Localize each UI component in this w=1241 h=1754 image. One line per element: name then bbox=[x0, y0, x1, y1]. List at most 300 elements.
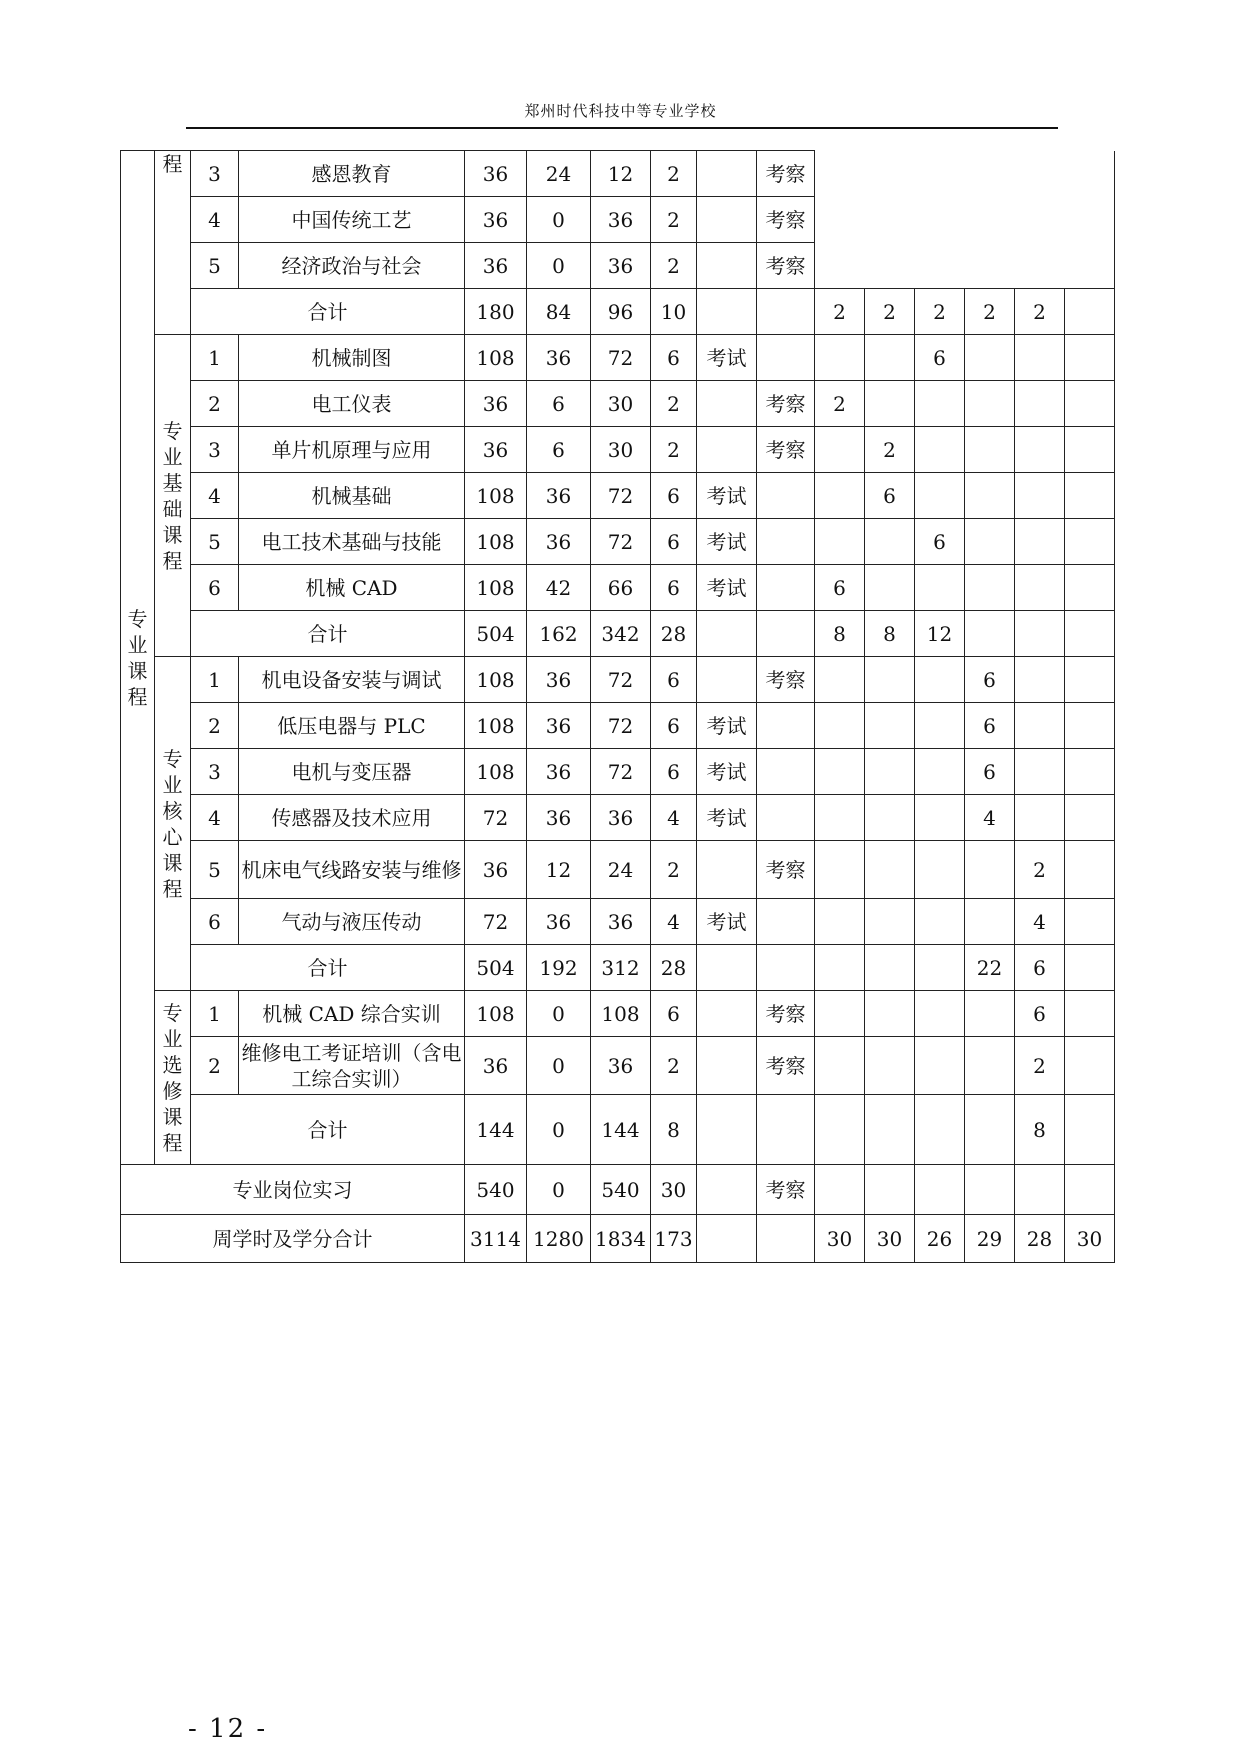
theory-hours: 12 bbox=[527, 841, 591, 899]
exam-type: 考试 bbox=[697, 335, 757, 381]
subtotal-credits: 28 bbox=[651, 945, 697, 991]
check-type bbox=[757, 703, 815, 749]
total-hours: 72 bbox=[465, 899, 527, 945]
group-name-cell bbox=[155, 151, 191, 335]
term-1-hours bbox=[815, 795, 865, 841]
term-1-hours bbox=[815, 749, 865, 795]
subtotal-theory-hours: 84 bbox=[527, 289, 591, 335]
theory-hours: 36 bbox=[527, 795, 591, 841]
term-6-hours bbox=[1065, 427, 1115, 473]
term-3-hours bbox=[915, 703, 965, 749]
subtotal-check-type bbox=[757, 289, 815, 335]
exam-type: 考试 bbox=[697, 519, 757, 565]
theory-hours: 36 bbox=[527, 749, 591, 795]
total-hours: 36 bbox=[465, 1037, 527, 1095]
term-6-hours bbox=[1065, 703, 1115, 749]
internship-row-theory-hours: 0 bbox=[527, 1165, 591, 1215]
credits: 6 bbox=[651, 565, 697, 611]
total-hours: 36 bbox=[465, 151, 527, 197]
subtotal-term-4: 22 bbox=[965, 945, 1015, 991]
total-hours: 108 bbox=[465, 519, 527, 565]
course-name: 经济政治与社会 bbox=[239, 243, 465, 289]
subtotal-total-hours: 180 bbox=[465, 289, 527, 335]
course-number: 3 bbox=[191, 427, 239, 473]
subtotal-term-5: 8 bbox=[1015, 1095, 1065, 1165]
total-hours: 36 bbox=[465, 243, 527, 289]
theory-hours: 36 bbox=[527, 899, 591, 945]
total-hours: 36 bbox=[465, 427, 527, 473]
table-row bbox=[121, 519, 1115, 565]
group-name-cell-text: 程 bbox=[162, 152, 183, 176]
course-name: 电机与变压器 bbox=[239, 749, 465, 795]
term-1-hours bbox=[815, 1037, 865, 1095]
subtotal-practice-hours: 312 bbox=[591, 945, 651, 991]
term-3-hours bbox=[915, 991, 965, 1037]
term-4-hours: 4 bbox=[965, 795, 1015, 841]
subtotal-theory-hours: 0 bbox=[527, 1095, 591, 1165]
term-6-hours bbox=[1065, 841, 1115, 899]
practice-hours: 72 bbox=[591, 703, 651, 749]
course-name: 电工仪表 bbox=[239, 381, 465, 427]
course-name: 传感器及技术应用 bbox=[239, 795, 465, 841]
course-number: 5 bbox=[191, 841, 239, 899]
subtotal-theory-hours: 162 bbox=[527, 611, 591, 657]
credits: 2 bbox=[651, 1037, 697, 1095]
internship-row bbox=[121, 1165, 1115, 1215]
term-4-hours bbox=[965, 991, 1015, 1037]
practice-hours: 66 bbox=[591, 565, 651, 611]
credits: 2 bbox=[651, 197, 697, 243]
exam-type: 考试 bbox=[697, 795, 757, 841]
subtotal-label: 合计 bbox=[191, 945, 465, 991]
course-number: 5 bbox=[191, 243, 239, 289]
course-number: 3 bbox=[191, 749, 239, 795]
check-type: 考察 bbox=[757, 991, 815, 1037]
table-row bbox=[121, 473, 1115, 519]
credits: 2 bbox=[651, 427, 697, 473]
term-1-hours bbox=[815, 519, 865, 565]
grand-total-row-term-4: 29 bbox=[965, 1215, 1015, 1263]
term-6-hours bbox=[1065, 899, 1115, 945]
table-row bbox=[121, 1037, 1115, 1095]
subtotal-label: 合计 bbox=[191, 289, 465, 335]
term-3-hours bbox=[915, 1037, 965, 1095]
school-header-title: 郑州时代科技中等专业学校 bbox=[524, 102, 717, 120]
term-2-hours bbox=[865, 749, 915, 795]
subtotal-row bbox=[121, 945, 1115, 991]
term-5-hours bbox=[1015, 565, 1065, 611]
header-divider bbox=[186, 127, 1058, 129]
credits: 6 bbox=[651, 703, 697, 749]
term-blank-area bbox=[815, 151, 1115, 289]
grand-total-row-theory-hours: 1280 bbox=[527, 1215, 591, 1263]
course-name: 单片机原理与应用 bbox=[239, 427, 465, 473]
practice-hours: 72 bbox=[591, 519, 651, 565]
subtotal-total-hours: 144 bbox=[465, 1095, 527, 1165]
course-name: 气动与液压传动 bbox=[239, 899, 465, 945]
internship-row-term-5 bbox=[1015, 1165, 1065, 1215]
term-1-hours bbox=[815, 657, 865, 703]
page-number: - 12 - bbox=[188, 1714, 268, 1744]
grand-total-row-check-type bbox=[757, 1215, 815, 1263]
credits: 6 bbox=[651, 657, 697, 703]
exam-type bbox=[697, 381, 757, 427]
subtotal-term-1: 8 bbox=[815, 611, 865, 657]
term-3-hours: 6 bbox=[915, 335, 965, 381]
subtotal-term-6 bbox=[1065, 289, 1115, 335]
theory-hours: 36 bbox=[527, 703, 591, 749]
check-type: 考察 bbox=[757, 841, 815, 899]
grand-total-row-term-1: 30 bbox=[815, 1215, 865, 1263]
term-4-hours: 6 bbox=[965, 749, 1015, 795]
term-3-hours bbox=[915, 565, 965, 611]
term-4-hours bbox=[965, 473, 1015, 519]
table-row bbox=[121, 335, 1115, 381]
subtotal-term-3: 12 bbox=[915, 611, 965, 657]
grand-total-row-term-6: 30 bbox=[1065, 1215, 1115, 1263]
course-name: 感恩教育 bbox=[239, 151, 465, 197]
term-4-hours bbox=[965, 335, 1015, 381]
term-5-hours: 6 bbox=[1015, 991, 1065, 1037]
term-1-hours: 2 bbox=[815, 381, 865, 427]
course-number: 1 bbox=[191, 991, 239, 1037]
subtotal-term-5: 6 bbox=[1015, 945, 1065, 991]
internship-row-check-type: 考察 bbox=[757, 1165, 815, 1215]
course-name: 维修电工考证培训（含电工综合实训） bbox=[239, 1037, 465, 1095]
check-type: 考察 bbox=[757, 243, 815, 289]
term-3-hours bbox=[915, 427, 965, 473]
term-5-hours bbox=[1015, 381, 1065, 427]
credits: 4 bbox=[651, 899, 697, 945]
total-hours: 72 bbox=[465, 795, 527, 841]
theory-hours: 6 bbox=[527, 381, 591, 427]
credits: 2 bbox=[651, 381, 697, 427]
term-6-hours bbox=[1065, 1037, 1115, 1095]
term-4-hours: 6 bbox=[965, 657, 1015, 703]
subtotal-check-type bbox=[757, 945, 815, 991]
term-3-hours bbox=[915, 381, 965, 427]
course-name: 机床电气线路安装与维修 bbox=[239, 841, 465, 899]
internship-row-term-6 bbox=[1065, 1165, 1115, 1215]
course-number: 2 bbox=[191, 1037, 239, 1095]
course-number: 4 bbox=[191, 473, 239, 519]
table-row bbox=[121, 899, 1115, 945]
term-2-hours bbox=[865, 899, 915, 945]
term-6-hours bbox=[1065, 565, 1115, 611]
subtotal-term-3: 2 bbox=[915, 289, 965, 335]
theory-hours: 36 bbox=[527, 473, 591, 519]
term-1-hours bbox=[815, 335, 865, 381]
term-3-hours: 6 bbox=[915, 519, 965, 565]
credits: 6 bbox=[651, 749, 697, 795]
credits: 4 bbox=[651, 795, 697, 841]
term-2-hours bbox=[865, 703, 915, 749]
course-name: 中国传统工艺 bbox=[239, 197, 465, 243]
practice-hours: 12 bbox=[591, 151, 651, 197]
table-row bbox=[121, 841, 1115, 899]
internship-row-term-2 bbox=[865, 1165, 915, 1215]
exam-type: 考试 bbox=[697, 899, 757, 945]
exam-type bbox=[697, 197, 757, 243]
term-6-hours bbox=[1065, 335, 1115, 381]
total-hours: 108 bbox=[465, 335, 527, 381]
total-hours: 108 bbox=[465, 991, 527, 1037]
term-2-hours bbox=[865, 565, 915, 611]
theory-hours: 36 bbox=[527, 519, 591, 565]
exam-type bbox=[697, 427, 757, 473]
grand-total-row-term-3: 26 bbox=[915, 1215, 965, 1263]
term-5-hours bbox=[1015, 335, 1065, 381]
term-5-hours bbox=[1015, 795, 1065, 841]
term-2-hours bbox=[865, 795, 915, 841]
course-number: 1 bbox=[191, 657, 239, 703]
group-name-cell-text: 专业基础课程 bbox=[162, 418, 183, 573]
practice-hours: 36 bbox=[591, 795, 651, 841]
term-1-hours bbox=[815, 841, 865, 899]
subtotal-term-1 bbox=[815, 945, 865, 991]
term-2-hours bbox=[865, 335, 915, 381]
internship-row-exam-type bbox=[697, 1165, 757, 1215]
exam-type bbox=[697, 991, 757, 1037]
term-4-hours bbox=[965, 427, 1015, 473]
table-row bbox=[121, 991, 1115, 1037]
check-type bbox=[757, 795, 815, 841]
group-name-cell bbox=[155, 657, 191, 991]
term-2-hours: 2 bbox=[865, 427, 915, 473]
course-name: 机械基础 bbox=[239, 473, 465, 519]
table-row bbox=[121, 427, 1115, 473]
term-5-hours bbox=[1015, 427, 1065, 473]
term-1-hours bbox=[815, 703, 865, 749]
check-type bbox=[757, 899, 815, 945]
subtotal-term-2 bbox=[865, 945, 915, 991]
check-type: 考察 bbox=[757, 427, 815, 473]
subtotal-practice-hours: 144 bbox=[591, 1095, 651, 1165]
term-2-hours bbox=[865, 519, 915, 565]
term-2-hours bbox=[865, 657, 915, 703]
term-1-hours bbox=[815, 899, 865, 945]
subtotal-credits: 10 bbox=[651, 289, 697, 335]
category-cell bbox=[121, 151, 155, 1165]
term-5-hours bbox=[1015, 703, 1065, 749]
internship-row-term-3 bbox=[915, 1165, 965, 1215]
grand-total-row-exam-type bbox=[697, 1215, 757, 1263]
theory-hours: 42 bbox=[527, 565, 591, 611]
subtotal-row bbox=[121, 1095, 1115, 1165]
credits: 6 bbox=[651, 991, 697, 1037]
check-type bbox=[757, 473, 815, 519]
practice-hours: 72 bbox=[591, 749, 651, 795]
theory-hours: 6 bbox=[527, 427, 591, 473]
total-hours: 108 bbox=[465, 565, 527, 611]
subtotal-exam-type bbox=[697, 289, 757, 335]
theory-hours: 0 bbox=[527, 197, 591, 243]
term-5-hours bbox=[1015, 749, 1065, 795]
table-row bbox=[121, 381, 1115, 427]
term-2-hours bbox=[865, 991, 915, 1037]
category-cell-text: 专业课程 bbox=[127, 606, 148, 709]
total-hours: 108 bbox=[465, 473, 527, 519]
exam-type: 考试 bbox=[697, 703, 757, 749]
check-type: 考察 bbox=[757, 151, 815, 197]
term-1-hours bbox=[815, 473, 865, 519]
exam-type: 考试 bbox=[697, 565, 757, 611]
subtotal-term-4 bbox=[965, 1095, 1015, 1165]
term-4-hours bbox=[965, 841, 1015, 899]
credits: 6 bbox=[651, 519, 697, 565]
term-6-hours bbox=[1065, 749, 1115, 795]
practice-hours: 36 bbox=[591, 1037, 651, 1095]
subtotal-term-1 bbox=[815, 1095, 865, 1165]
grand-total-row-term-2: 30 bbox=[865, 1215, 915, 1263]
check-type: 考察 bbox=[757, 197, 815, 243]
practice-hours: 108 bbox=[591, 991, 651, 1037]
term-3-hours bbox=[915, 795, 965, 841]
term-1-hours bbox=[815, 427, 865, 473]
subtotal-credits: 8 bbox=[651, 1095, 697, 1165]
subtotal-term-2: 2 bbox=[865, 289, 915, 335]
term-3-hours bbox=[915, 657, 965, 703]
term-1-hours: 6 bbox=[815, 565, 865, 611]
subtotal-term-2: 8 bbox=[865, 611, 915, 657]
practice-hours: 30 bbox=[591, 381, 651, 427]
check-type bbox=[757, 519, 815, 565]
subtotal-term-2 bbox=[865, 1095, 915, 1165]
subtotal-exam-type bbox=[697, 945, 757, 991]
credits: 6 bbox=[651, 335, 697, 381]
course-name: 机械 CAD 综合实训 bbox=[239, 991, 465, 1037]
grand-total-row-practice-hours: 1834 bbox=[591, 1215, 651, 1263]
course-number: 2 bbox=[191, 381, 239, 427]
course-name: 电工技术基础与技能 bbox=[239, 519, 465, 565]
credits: 6 bbox=[651, 473, 697, 519]
group-name-cell-text: 专业选修课程 bbox=[162, 1000, 183, 1155]
grand-total-row-total-hours: 3114 bbox=[465, 1215, 527, 1263]
term-3-hours bbox=[915, 473, 965, 519]
theory-hours: 0 bbox=[527, 243, 591, 289]
term-5-hours: 2 bbox=[1015, 1037, 1065, 1095]
term-6-hours bbox=[1065, 991, 1115, 1037]
course-number: 6 bbox=[191, 899, 239, 945]
term-3-hours bbox=[915, 749, 965, 795]
table-row bbox=[121, 151, 1115, 197]
table-row bbox=[121, 749, 1115, 795]
exam-type bbox=[697, 657, 757, 703]
term-6-hours bbox=[1065, 657, 1115, 703]
subtotal-label: 合计 bbox=[191, 611, 465, 657]
term-3-hours bbox=[915, 841, 965, 899]
subtotal-label: 合计 bbox=[191, 1095, 465, 1165]
course-name: 机械 CAD bbox=[239, 565, 465, 611]
subtotal-practice-hours: 96 bbox=[591, 289, 651, 335]
credits: 2 bbox=[651, 151, 697, 197]
term-2-hours: 6 bbox=[865, 473, 915, 519]
term-5-hours: 4 bbox=[1015, 899, 1065, 945]
subtotal-check-type bbox=[757, 1095, 815, 1165]
subtotal-total-hours: 504 bbox=[465, 611, 527, 657]
subtotal-term-6 bbox=[1065, 1095, 1115, 1165]
subtotal-practice-hours: 342 bbox=[591, 611, 651, 657]
term-6-hours bbox=[1065, 473, 1115, 519]
term-1-hours bbox=[815, 991, 865, 1037]
subtotal-term-6 bbox=[1065, 945, 1115, 991]
total-hours: 108 bbox=[465, 749, 527, 795]
total-hours: 36 bbox=[465, 381, 527, 427]
theory-hours: 0 bbox=[527, 1037, 591, 1095]
practice-hours: 36 bbox=[591, 197, 651, 243]
practice-hours: 24 bbox=[591, 841, 651, 899]
term-4-hours bbox=[965, 381, 1015, 427]
exam-type bbox=[697, 841, 757, 899]
grand-total-row-term-5: 28 bbox=[1015, 1215, 1065, 1263]
internship-row-term-4 bbox=[965, 1165, 1015, 1215]
total-hours: 36 bbox=[465, 841, 527, 899]
course-name: 机电设备安装与调试 bbox=[239, 657, 465, 703]
subtotal-exam-type bbox=[697, 611, 757, 657]
subtotal-row bbox=[121, 611, 1115, 657]
term-6-hours bbox=[1065, 795, 1115, 841]
term-4-hours: 6 bbox=[965, 703, 1015, 749]
term-5-hours bbox=[1015, 473, 1065, 519]
credits: 2 bbox=[651, 841, 697, 899]
grand-total-row-label: 周学时及学分合计 bbox=[121, 1215, 465, 1263]
course-number: 6 bbox=[191, 565, 239, 611]
curriculum-table bbox=[120, 150, 1115, 1263]
credits: 2 bbox=[651, 243, 697, 289]
exam-type: 考试 bbox=[697, 749, 757, 795]
term-5-hours bbox=[1015, 519, 1065, 565]
table-row bbox=[121, 795, 1115, 841]
subtotal-term-5: 2 bbox=[1015, 289, 1065, 335]
check-type: 考察 bbox=[757, 1037, 815, 1095]
internship-row-practice-hours: 540 bbox=[591, 1165, 651, 1215]
internship-row-total-hours: 540 bbox=[465, 1165, 527, 1215]
internship-row-credits: 30 bbox=[651, 1165, 697, 1215]
term-5-hours: 2 bbox=[1015, 841, 1065, 899]
theory-hours: 24 bbox=[527, 151, 591, 197]
term-4-hours bbox=[965, 565, 1015, 611]
subtotal-term-6 bbox=[1065, 611, 1115, 657]
practice-hours: 30 bbox=[591, 427, 651, 473]
term-2-hours bbox=[865, 1037, 915, 1095]
term-5-hours bbox=[1015, 657, 1065, 703]
subtotal-term-4: 2 bbox=[965, 289, 1015, 335]
course-number: 1 bbox=[191, 335, 239, 381]
theory-hours: 0 bbox=[527, 991, 591, 1037]
grand-total-row bbox=[121, 1215, 1115, 1263]
internship-row-label: 专业岗位实习 bbox=[121, 1165, 465, 1215]
subtotal-row bbox=[121, 289, 1115, 335]
exam-type bbox=[697, 151, 757, 197]
check-type: 考察 bbox=[757, 657, 815, 703]
theory-hours: 36 bbox=[527, 657, 591, 703]
course-number: 4 bbox=[191, 795, 239, 841]
check-type bbox=[757, 565, 815, 611]
practice-hours: 72 bbox=[591, 335, 651, 381]
subtotal-total-hours: 504 bbox=[465, 945, 527, 991]
subtotal-term-3 bbox=[915, 945, 965, 991]
group-name-cell bbox=[155, 335, 191, 657]
course-number: 5 bbox=[191, 519, 239, 565]
course-name: 低压电器与 PLC bbox=[239, 703, 465, 749]
course-name: 机械制图 bbox=[239, 335, 465, 381]
total-hours: 108 bbox=[465, 703, 527, 749]
course-number: 3 bbox=[191, 151, 239, 197]
subtotal-term-3 bbox=[915, 1095, 965, 1165]
practice-hours: 72 bbox=[591, 657, 651, 703]
group-name-cell-text: 专业核心课程 bbox=[162, 746, 183, 901]
term-3-hours bbox=[915, 899, 965, 945]
